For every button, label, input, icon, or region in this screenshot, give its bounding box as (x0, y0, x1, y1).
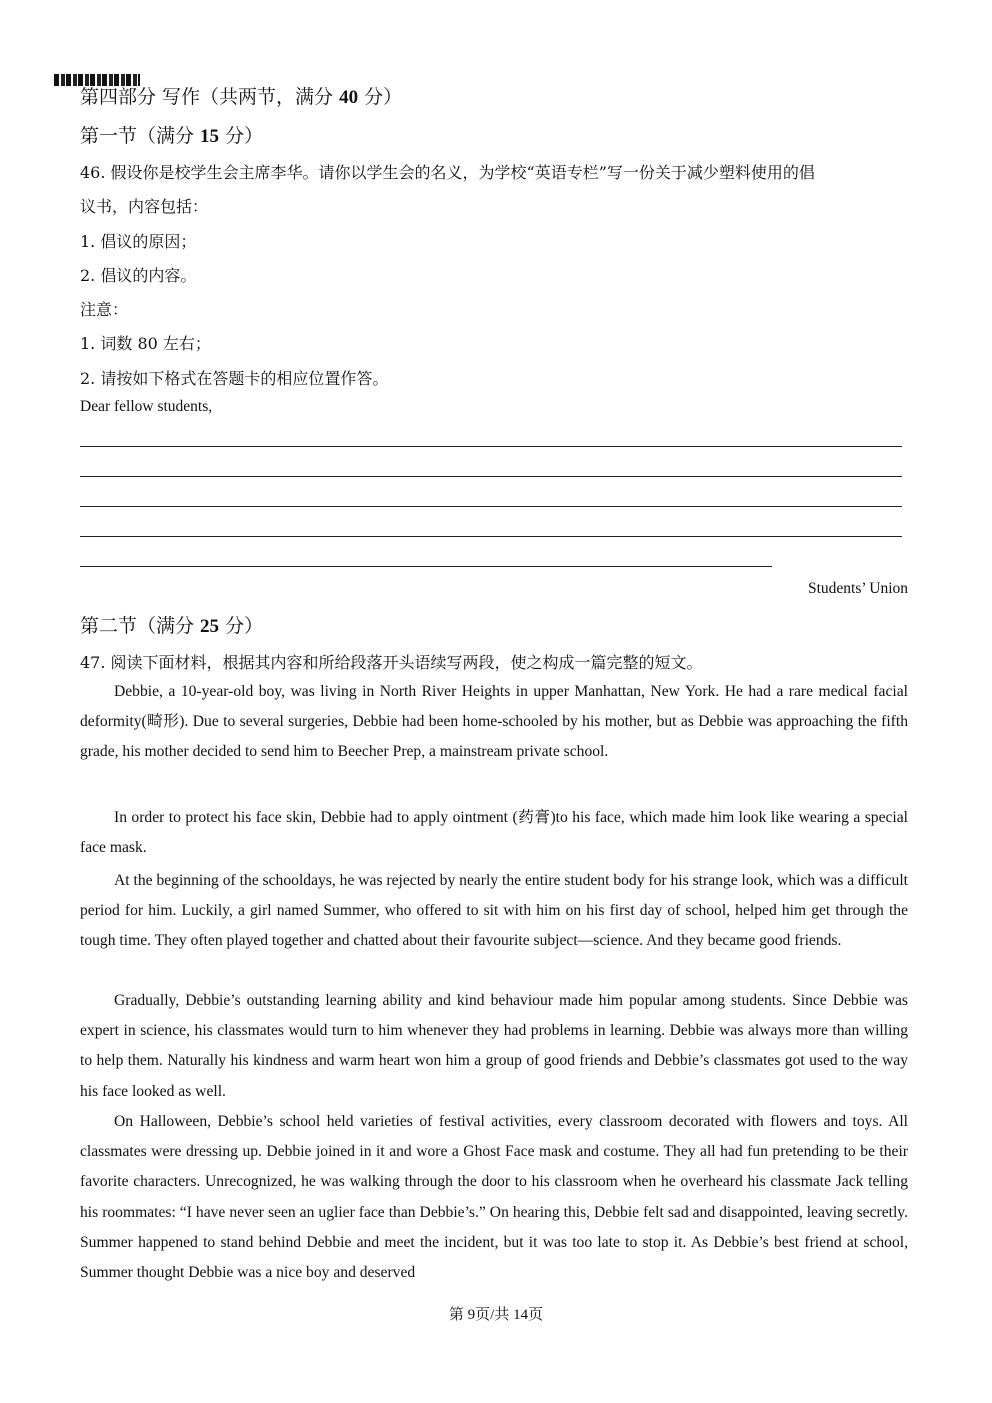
answer-line (80, 566, 772, 567)
q46-line1: 46. 假设你是校学生会主席李华。请你以学生会的名义，为学校“英语专栏”写一份关于减少塑料使用的倡 (80, 163, 815, 182)
passage-paragraph-5: On Halloween, Debbie’s school held varieties of festival activities, every classroom decorated with flowers and toys. All classmates were dressing up. Debbie joined in it and wore a Ghost Face mask and costume. They all had fun pretending to be their favorite characters. Unrecognized, he was walking through the door to his classroom when he overheard his classmate Jack telling his roommates: “I have never seen an uglier face than Debbie’s.” On hearing this, Debbie felt sad and disappointed, leaving secretly. Summer happened to stand behind Debbie and meet the incident, but it was too late to stop it. As Debbie’s best friend at school, Summer thought Debbie was a nice boy and deserved (80, 1113, 908, 1282)
letter-greeting: Dear fellow students, (80, 398, 213, 415)
section-title-text: 第四部分 写作（共两节，满分 (80, 86, 340, 108)
q46-note-2: 2. 请按如下格式在答题卡的相应位置作答。 (80, 369, 389, 388)
section-points: 40 (339, 87, 359, 108)
q46-line2: 议书，内容包括： (80, 197, 209, 216)
part2-points: 25 (200, 616, 220, 637)
passage-paragraph-1: Debbie, a 10-year-old boy, was living in North River Heights in upper Manhattan, New York. He had a rare medical facial deformity(畸形). Due to several surgeries, Debbie had been home-schooled by his mother, but as Debbie was approaching the fifth grade, his mother decided to send him to Beecher Prep, a mainstream private school. (80, 683, 908, 761)
part2-title-text: 第二节（满分 (80, 615, 201, 637)
passage-paragraph-4: Gradually, Debbie’s outstanding learning ability and kind behaviour made him popular among students. Since Debbie was expert in science, his classmates would turn to him whenever they had problems in learning. Debbie was always more than willing to help them. Naturally his kindness and warm heart won him a group of good friends and Debbie’s classmates got used to the way his face looked as well. (80, 992, 908, 1100)
part1-title-suffix: 分） (219, 125, 264, 147)
answer-line (80, 506, 902, 507)
part1-title (80, 121, 263, 148)
letter-signature: Students’ Union (807, 580, 908, 597)
part1-points: 15 (200, 126, 220, 147)
passage-paragraph-3: At the beginning of the schooldays, he was rejected by nearly the entire student body for his strange look, which was a difficult period for him. Luckily, a girl named Summer, who offered to sit with him on his first day of school, helped him get through the tough time. They often played together and chatted about their favourite subject—science. And they became good friends. (80, 872, 908, 950)
q46-item-1: 1. 倡议的原因； (80, 232, 197, 251)
q46-item-2: 2. 倡议的内容。 (80, 266, 197, 285)
section-title (80, 82, 402, 109)
page-footer: 第 9页/共 14页 (448, 1307, 544, 1323)
part2-title (80, 611, 263, 638)
q46-note-label: 注意： (80, 300, 129, 319)
answer-line (80, 536, 902, 537)
q47-instruction: 47. 阅读下面材料，根据其内容和所给段落开头语续写两段，使之构成一篇完整的短文。 (80, 653, 703, 672)
part1-title-text: 第一节（满分 (80, 125, 201, 147)
section-title-suffix: 分） (358, 86, 403, 108)
q46-note-1: 1. 词数 80 左右； (80, 334, 211, 353)
answer-line (80, 446, 902, 447)
answer-line (80, 476, 902, 477)
part2-title-suffix: 分） (219, 615, 264, 637)
passage-paragraph-2: In order to protect his face skin, Debbie had to apply ointment (药膏)to his face, which made him look like wearing a special face mask. (80, 809, 908, 857)
